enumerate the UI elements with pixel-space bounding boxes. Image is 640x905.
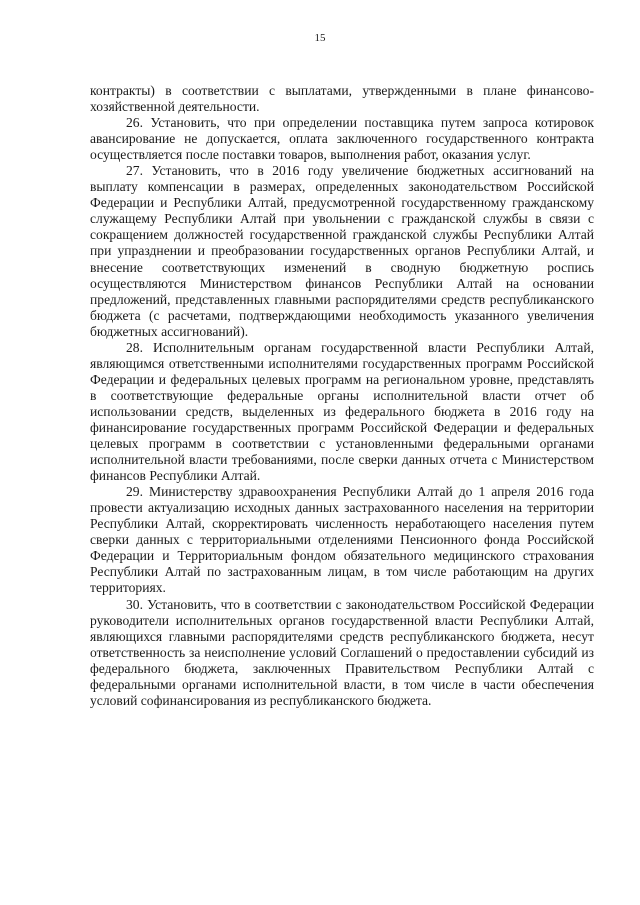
page-number: 15 <box>314 32 326 44</box>
document-body <box>90 83 594 709</box>
paragraph-continuation: контракты) в соответствии с выплатами, утвержденными в плане финансово-хозяйственной деятельности. <box>90 83 594 115</box>
paragraph-29: 29. Министерству здравоохранения Республики Алтай до 1 апреля 2016 года провести актуализацию исходных данных застрахованного населения на территории Республики Алтай, скорректировать численность неработающего населения путем сверки данных с территориальными отделениями Пенсионного фонда Российской Федерации и Территориальным фондом обязательного медицинского страхования Республики Алтай по застрахованным лицам, в том числе работающим на других территориях. <box>90 484 594 596</box>
paragraph-26: 26. Установить, что при определении поставщика путем запроса котировок авансирование не допускается, оплата заключенного государственного контракта осуществляется после поставки товаров, выполнения работ, оказания услуг. <box>90 115 594 163</box>
paragraph-28: 28. Исполнительным органам государственной власти Республики Алтай, являющимся ответственными исполнителями государственных программ Российской Федерации и федеральных целевых программ на региональном уровне, представлять в соответствующие федеральные органы исполнительной власти отчет об использовании средств, выделенных из федерального бюджета в 2016 году на финансирование государственных программ Российской Федерации и федеральных целевых программ в соответствии с установленными федеральными органами исполнительной власти требованиями, после сверки данных отчета с Министерством финансов Республики Алтай. <box>90 339 594 484</box>
paragraph-30: 30. Установить, что в соответствии с законодательством Российской Федерации руководители исполнительных органов государственной власти Республики Алтай, являющихся главными распорядителями средств республиканского бюджета, несут ответственность за неисполнение условий Соглашений о предоставлении субсидий из федерального бюджета, заключенных Правительством Республики Алтай с федеральными органами исполнительной власти, в том числе в части обеспечения условий софинансирования из республиканского бюджета. <box>90 596 594 708</box>
paragraph-27: 27. Установить, что в 2016 году увеличение бюджетных ассигнований на выплату компенсации в размерах, определенных законодательством Российской Федерации и Республики Алтай, предусмотренной государственному гражданскому служащему Республики Алтай при увольнении с гражданской службы в связи с сокращением должностей государственной гражданской службы Республики Алтай при упразднении и преобразовании государственных органов Республики Алтай, и внесение соответствующих изменений в сводную бюджетную роспись осуществляются Министерством финансов Республики Алтай на основании предложений, представленных главными распорядителями средств республиканского бюджета (с расчетами, подтверждающими необходимость указанного увеличения бюджетных ассигнований). <box>90 163 594 339</box>
